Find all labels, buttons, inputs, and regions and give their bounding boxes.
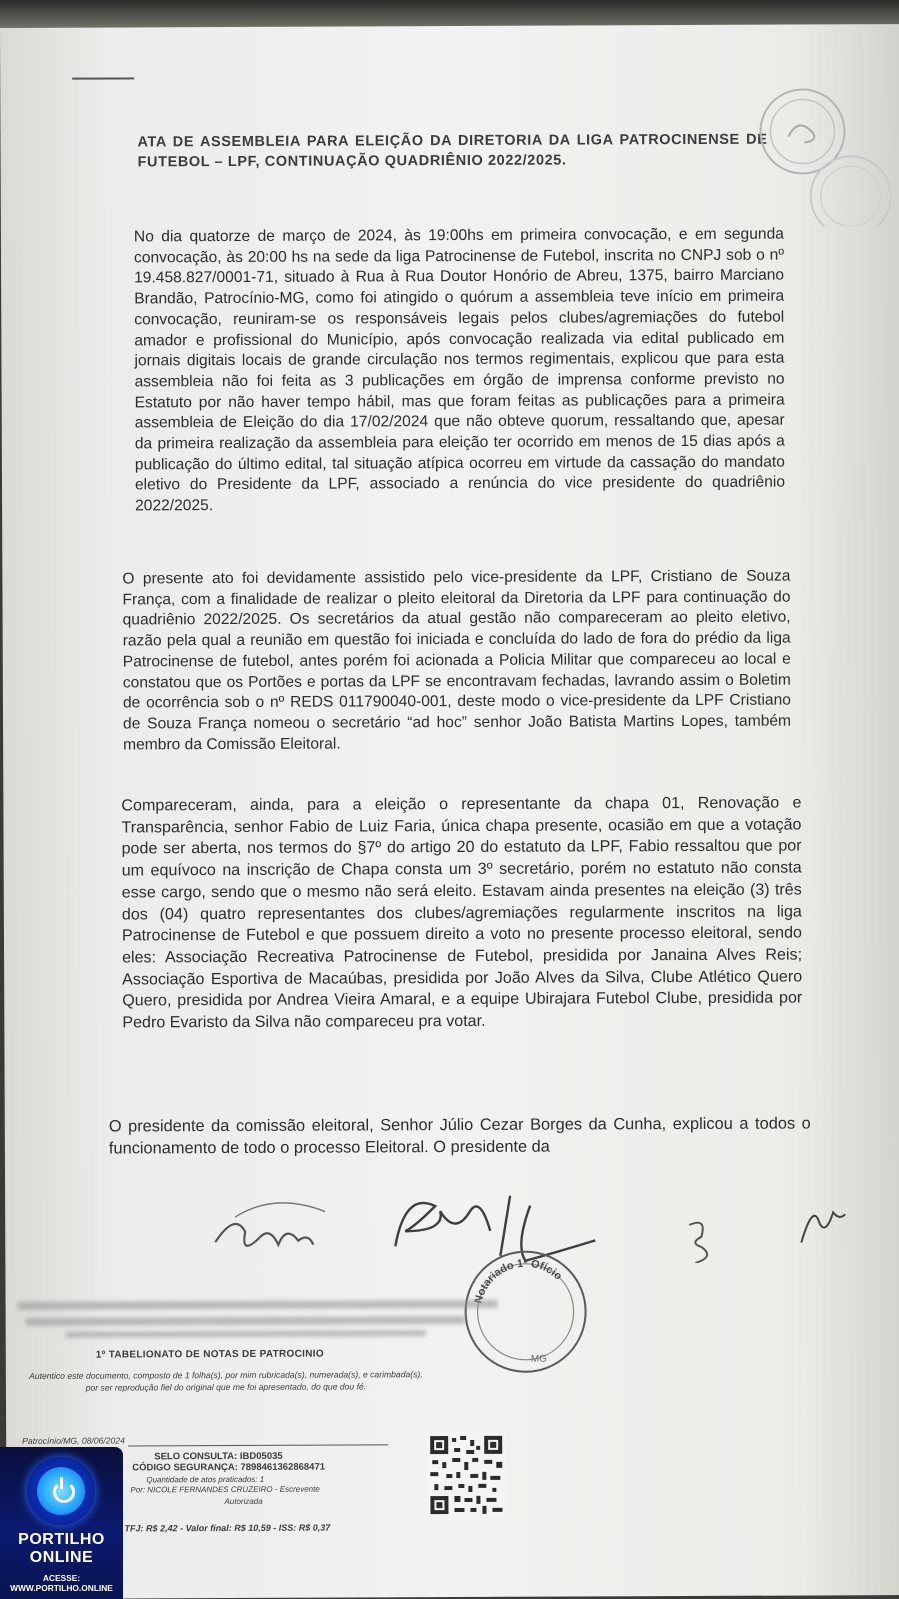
notary-selo: SELO CONSULTA: IBD05035 bbox=[154, 1450, 283, 1463]
paragraph-4: O presidente da comissão eleitoral, Senhor Júlio Cezar Borges da Cunha, explicou a todos o funcionamento de todo o processo Eleitoral. O presidente da bbox=[108, 1114, 811, 1158]
redacted-line bbox=[66, 1330, 426, 1338]
initials-signature bbox=[791, 1192, 851, 1252]
portilho-online-logo bbox=[0, 1447, 123, 1599]
document-page bbox=[0, 24, 899, 1599]
seal-stamp-top bbox=[740, 76, 891, 227]
notary-authorized: Autorizada bbox=[224, 1496, 263, 1507]
qr-code bbox=[426, 1432, 506, 1518]
redacted-line bbox=[26, 1316, 466, 1326]
logo-website: ACESSE: WWW.PORTILHO.ONLINE bbox=[10, 1573, 113, 1593]
paragraph-1: No dia quatorze de março de 2024, às 19:00hs em primeira convocação, e em segunda convocação, às 20:00 hs na sede da liga Patrocinense de Futebol, inscrita no CNPJ sob o nº 19.458.827/0001-71, situado à Rua à Rua Doutor Honório de Abreu, 1375, bairro Marciano Brandão, Patrocínio-MG, como foi atingido o quórum a assembleia teve início em primeira convocação, reuniram-se os responsáveis legais pelos clubes/agremiações do futebol amador e profissional do Município, após convocação realizada via edital publicado em jornais digitais locais de grande circulação nos termos regimentais, explicou que para esta assembleia não foi feita as 3 publicações em órgão de imprensa conforme previsto no Estatuto por não haver tempo hábil, mas que foram feitas as publicações para a primeira assembleia de Eleição do dia 17/02/2024 que não obteve quorum, ressaltando que, apesar da primeira realização da assembleia para eleição ter ocorrido em menos de 15 dias após a publicação do último edital, tal situação atípica ocorreu em virtude da cassação do mandato eletivo do Presidente da LPF, associado a renúncia do vice presidente do quadriênio 2022/2025. bbox=[133, 225, 786, 515]
notary-body-text: Autentico este documento, composto de 1 folha(s), por mim rubricada(s), numerada(s), e carimbada(s), por ser reprodução fiel do original que me foi apresentado, do que dou fé. bbox=[29, 1369, 423, 1393]
power-button-icon bbox=[27, 1457, 95, 1525]
notary-clerk: Por: NICOLE FERNANDES CRUZEIRO - Escrevente bbox=[130, 1484, 320, 1495]
initials-mark bbox=[681, 1213, 721, 1263]
notary-fees: TFJ: R$ 2,42 - Valor final: R$ 10,59 - ISS: R$ 0,37 bbox=[124, 1522, 331, 1534]
document-title: ATA DE ASSEMBLEIA PARA ELEIÇÃO DA DIRETORIA DA LIGA PATROCINENSE DE FUTEBOL – LPF, CONTINUAÇÃO QUADRIÊNIO 2022/2025. bbox=[137, 131, 768, 171]
notary-place-date: Patrocínio/MG, 08/06/2024 bbox=[22, 1435, 125, 1446]
redacted-line bbox=[18, 1300, 498, 1310]
notary-quantity: Quantidade de atos praticados: 1 bbox=[146, 1474, 265, 1485]
signature-cunha bbox=[205, 1196, 355, 1267]
paragraph-3: Compareceram, ainda, para a eleição o representante da chapa 01, Renovação e Transparência, senhor Fabio de Luiz Faria, única chapa presente, ocasião em que a votação pode ser aberta, nos termos do §7º do artigo 20 do estatuto da LPF, Fabio ressaltou que por um equívoco na inscrição de Chapa consta um 3º secretário, porém no estatuto não consta esse cargo, sendo que o mesmo não será eleito. Estavam ainda presentes na eleição (3) três dos (04) quatro representantes dos clubes/agremiações regularmente inscritos na liga Patrocinense de Futebol e que possuem direito a voto no presente processo eleitoral, sendo eles: Associação Recreativa Patrocinense de Futebol, presidida por Janaina Alves Reis; Associação Esportiva de Macaúbas, presidida por João Alves da Silva, Clube Atlético Quero Quero, presidida por Andrea Vieira Amaral, e a equipe Ubirajara Futebol Clube, presidida por Pedro Evaristo da Silva não compareceu pra votar. bbox=[121, 793, 803, 1032]
paragraph-2: O presente ato foi devidamente assistido pelo vice-presidente da LPF, Cristiano de Souza França, com a finalidade de realizar o pleito eleitoral da Diretoria da LPF para continuação do quadriênio 2022/2025. Os secretários da atual gestão não compareceram ao pleito eletivo, razão pela qual a reunião em questão foi iniciada e concluída do lado de fora do prédio da liga Patrocinense de futebol, antes porém foi acionada a Policia Militar que compareceu ao local e constatou que os Portões e portas da LPF se encontravam fechadas, lavrando assim o Boletim de ocorrência sob o nº REDS 011790040-001, deste modo o vice-presidente da LPF Cristiano de Souza França nomeou o secretário “ad hoc” senhor João Batista Martins Lopes, também membro da Comissão Eleitoral. bbox=[122, 567, 792, 754]
logo-text-portilho: PORTILHO bbox=[18, 1531, 105, 1548]
notary-title: 1º TABELIONATO DE NOTAS DE PATROCINIO bbox=[95, 1348, 324, 1361]
notary-seal-text: Notariado 1º Ofício bbox=[475, 1257, 565, 1298]
header-dash bbox=[72, 77, 134, 79]
logo-text-online: ONLINE bbox=[29, 1549, 94, 1566]
notary-seal-city: MG bbox=[530, 1353, 547, 1365]
notary-signature-line bbox=[128, 1444, 388, 1446]
notary-security-code: CÓDIGO SEGURANÇA: 7898461362868471 bbox=[132, 1461, 326, 1474]
